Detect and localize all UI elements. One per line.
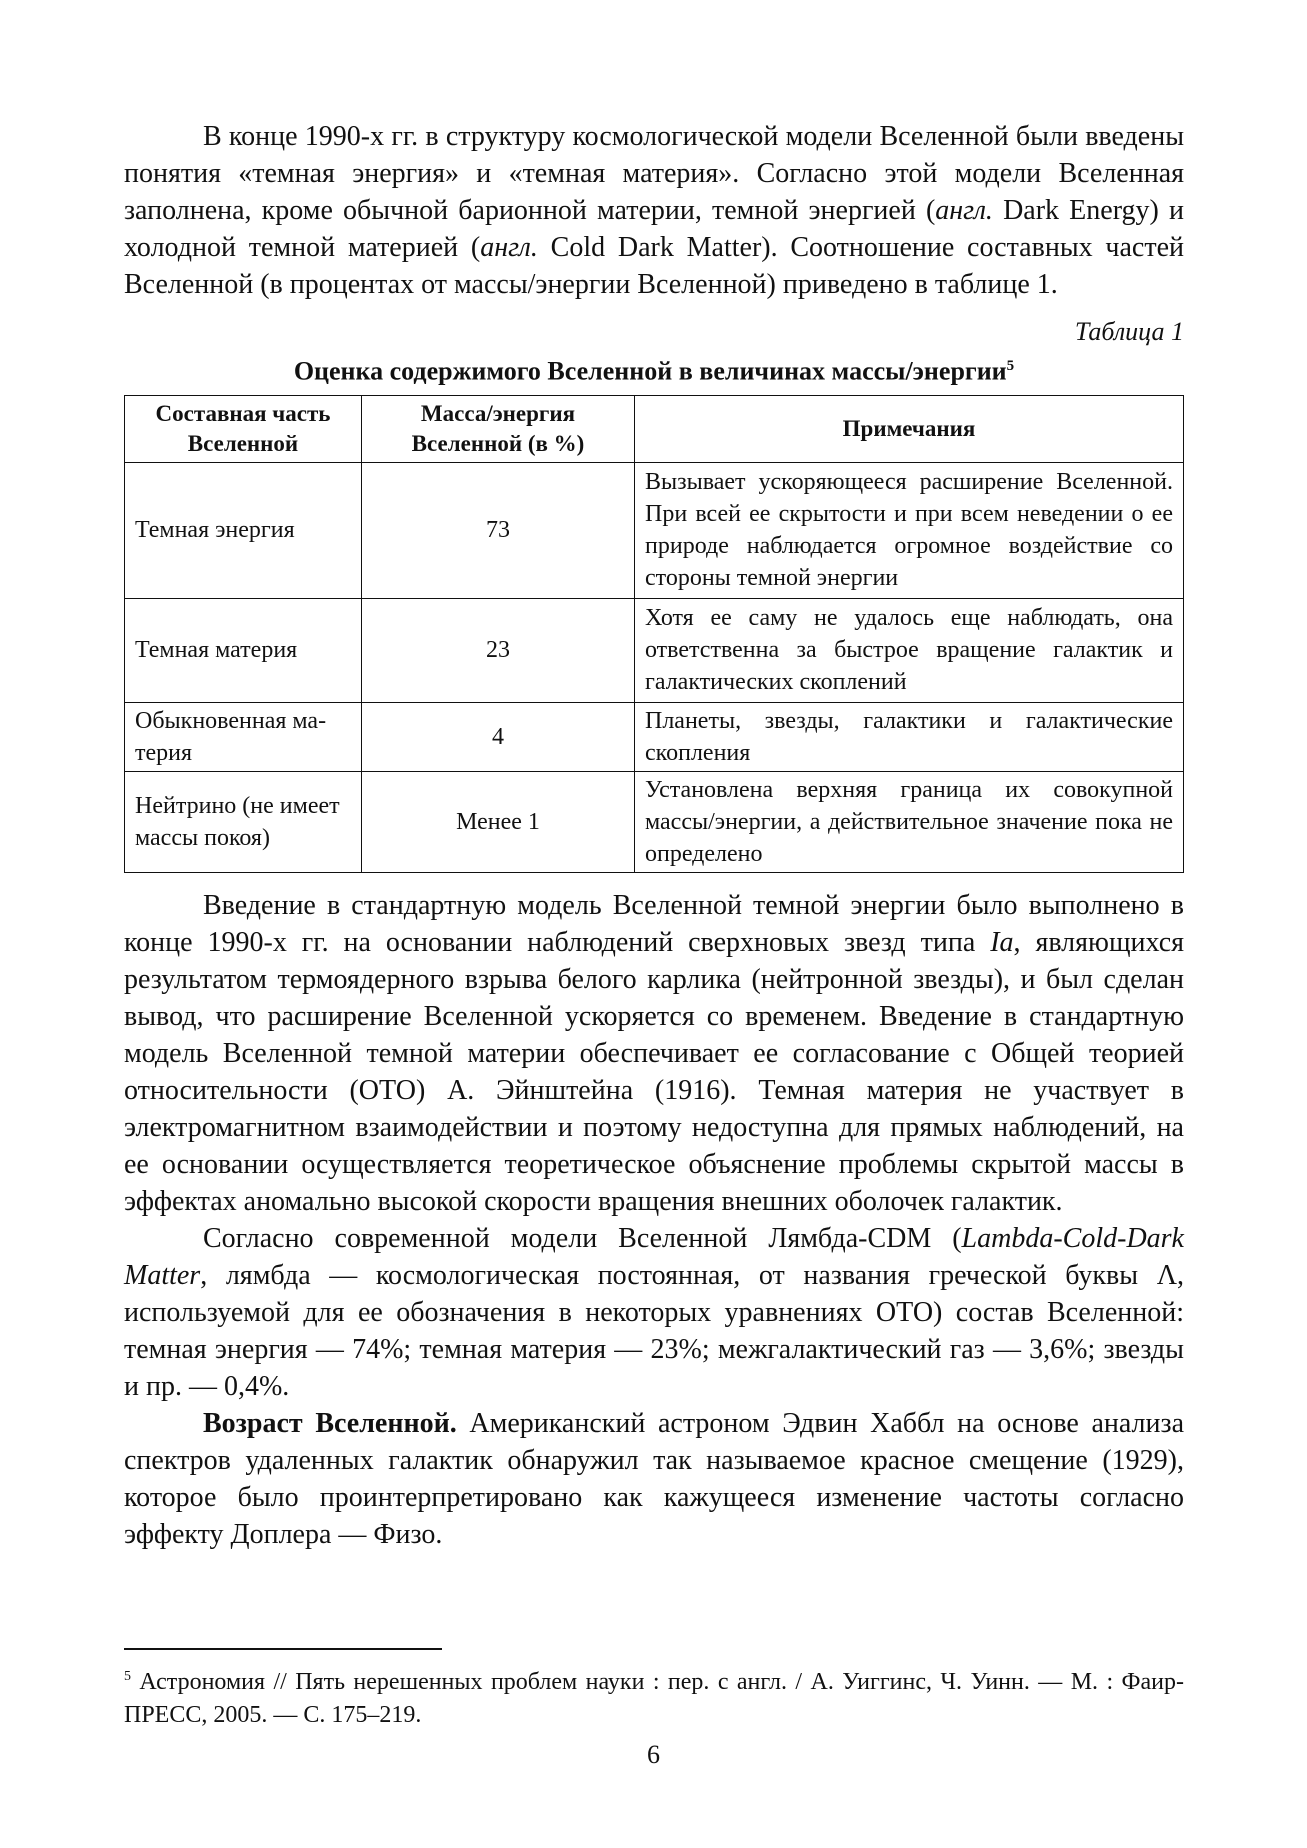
table-title-footnote-mark: 5 [1006, 358, 1015, 374]
lambda-cdm-term: Lambda-Cold-Dark Matter [124, 1222, 1184, 1291]
table-row [125, 771, 1184, 872]
universe-content-table [124, 395, 1184, 873]
cell-note: Установлена верхняя граница их совокупной массы/энергии, а действительное значение пока не определено [635, 771, 1184, 872]
cell-part: Нейтрино (не имеет массы покоя) [125, 771, 362, 872]
table-row [125, 462, 1184, 598]
table-label: Таблица 1 [1074, 317, 1184, 346]
table-row [125, 702, 1184, 771]
cell-note: Хотя ее саму не удалось еще наблюдать, она ответственна за быстрое вращение галактик и галактических скоплений [635, 598, 1184, 702]
page-number: 6 [647, 1740, 660, 1769]
footnote: $^5$ Астрономия // Пять нерешенных проблем науки : пер. с англ. / А. Уиггинс, Ч. Уинн. — М. : Фаир-ПРЕСС, 2005. — С. 175–219. [124, 1669, 1184, 1728]
paragraph-1: В конце 1990-х гг. в структуру космологической модели Вселенной были введены понятия «темная энергия» и «темная материя». Согласно этой модели Вселенная заполнена, кроме обычной барионной материи, темной энергией (англ. Dark Energy) и холодной темной материей (англ. Cold Dark Matter). Соотношение составных частей Вселенной (в процентах от массы/энергии Вселенной) приведено в таблице 1. [124, 121, 1184, 300]
header-mass-energy: Масса/энергия Вселенной (в %) [362, 395, 635, 462]
abbr-angl-2: англ. [480, 232, 538, 263]
header-notes: Примечания [635, 395, 1184, 462]
footnote-mark: 5 [124, 1669, 131, 1684]
section-heading-age: Возраст Вселенной. [203, 1407, 457, 1439]
header-part: Составная часть Вселенной [125, 395, 362, 462]
paragraph-2: Введение в стандартную модель Вселенной темной энергии было выполнено в конце 1990-х гг. на основании наблюдений сверхновых звезд типа Ia, являющихся результатом термоядерного взрыва белого карлика (нейтронной звезды), и был сделан вывод, что расширение Вселенной ускоряется со временем. Введение в стандартную модель Вселенной темной материи обеспечивает ее согласование с Общей теорией относительности (ОТО) А. Эйнштейна (1916). Темная материя не участвует в электромагнитном взаимодействии и поэтому недоступна для прямых наблюдений, на ее основании осуществляется теоретическое объяснение проблемы скрытой массы в эффектах аномально высокой скорости вращения внешних оболочек галактик. [124, 889, 1184, 1217]
page-body [124, 118, 1184, 1553]
supernova-type: Ia [990, 926, 1014, 958]
table-header-row [125, 395, 1184, 462]
cell-part: Темная энергия [125, 462, 362, 598]
cell-part: Темная материя [125, 598, 362, 702]
cell-value: Менее 1 [362, 771, 635, 872]
cell-value: 23 [362, 598, 635, 702]
cell-value: 73 [362, 462, 635, 598]
abbr-angl-1: англ. [935, 195, 993, 226]
cell-note: Планеты, звезды, галактики и галактические скопления [635, 702, 1184, 771]
paragraph-4: Возраст Вселенной. Американский астроном Эдвин Хаббл на основе анализа спектров удаленных галактик обнаружил так называемое красное смещение (1929), которое было проинтерпретировано как кажущееся изменение частоты согласно эффекту Доплера — Физо. [124, 1407, 1184, 1550]
cell-part: Обыкновенная материя [125, 702, 362, 771]
footnote-separator [124, 1648, 442, 1650]
paragraph-3: Согласно современной модели Вселенной Лямбда-CDM (Lambda-Cold-Dark Matter, лямбда — космологическая постоянная, от названия греческой буквы Λ, используемой для ее обозначения в некоторых уравнениях ОТО) состав Вселенной: темная энергия — 74%; темная материя — 23%; межгалактический газ — 3,6%; звезды и пр. — 0,4%. [124, 1222, 1184, 1402]
cell-value: 4 [362, 702, 635, 771]
table-row [125, 598, 1184, 702]
table-title: Оценка содержимого Вселенной в величинах массы/энергии$^5$ [293, 356, 1015, 386]
cell-note: Вызывает ускоряющееся расширение Вселенной. При всей ее скрытости и при всем неведении о ее природе наблюдается огромное воздействие со стороны темной энергии [635, 462, 1184, 598]
